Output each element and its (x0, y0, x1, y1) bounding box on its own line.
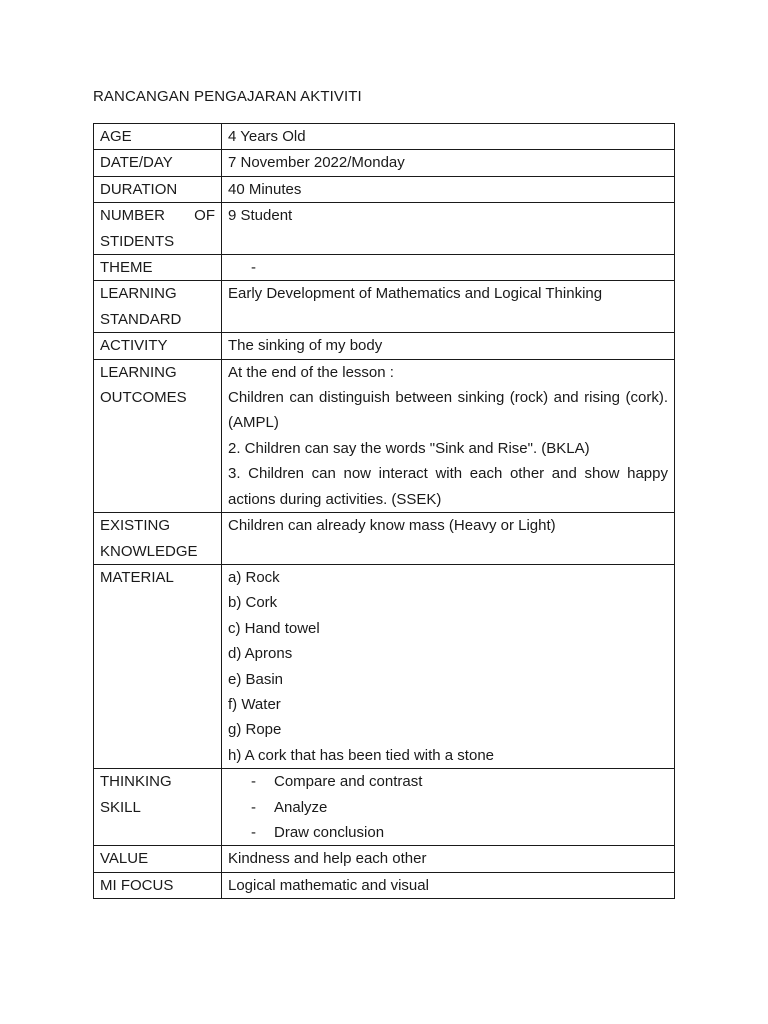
dash-bullet-icon: - (251, 823, 256, 841)
material-item: c) Hand towel (228, 619, 320, 637)
document-title: RANCANGAN PENGAJARAN AKTIVITI (93, 88, 362, 105)
existing-knowledge-label-2: KNOWLEDGE (100, 542, 198, 560)
table-row-duration (94, 176, 675, 202)
learning-outcome-item: 2. Children can say the words "Sink and Rise". (BKLA) (228, 439, 590, 457)
table-row-thinking-skill (94, 769, 675, 846)
age-label: AGE (94, 124, 222, 150)
existing-knowledge-label-1: EXISTING (100, 517, 171, 535)
students-value: 9 Student (222, 203, 675, 255)
thinking-skill-label-cell (94, 769, 222, 846)
learning-standard-label-2: STANDARD (100, 310, 182, 328)
thinking-skill-list (222, 769, 675, 846)
mi-focus-value: Logical mathematic and visual (222, 872, 675, 898)
thinking-skill-item: Draw conclusion (274, 823, 385, 841)
table-row-existing-knowledge (94, 513, 675, 565)
learning-outcomes-label-1: LEARNING (100, 363, 177, 381)
thinking-skill-item: Compare and contrast (274, 773, 423, 791)
theme-label: THEME (94, 255, 222, 281)
dash-bullet-icon: - (251, 773, 256, 791)
thinking-skill-label-1: THINKING (100, 773, 172, 791)
age-value: 4 Years Old (222, 124, 675, 150)
material-item: g) Rope (228, 721, 282, 739)
table-row-value (94, 846, 675, 872)
learning-standard-value: Early Development of Mathematics and Logical Thinking (222, 281, 675, 333)
table-row-mi-focus (94, 872, 675, 898)
date-label: DATE/DAY (94, 150, 222, 176)
material-item: d) Aprons (228, 645, 293, 663)
learning-standard-label-cell (94, 281, 222, 333)
mi-focus-label: MI FOCUS (94, 872, 222, 898)
material-item: e) Basin (228, 670, 284, 688)
thinking-skill-item: Analyze (274, 798, 328, 816)
learning-outcomes-label-cell (94, 359, 222, 512)
activity-label: ACTIVITY (94, 333, 222, 359)
table-row-learning-standard (94, 281, 675, 333)
dash-bullet-icon: - (251, 798, 256, 816)
theme-value: - (251, 259, 256, 277)
theme-value-cell (222, 255, 675, 281)
students-label-stidents: STIDENTS (100, 232, 175, 250)
material-item: h) A cork that has been tied with a stone (228, 746, 495, 764)
learning-standard-label-1: LEARNING (100, 285, 177, 303)
table-row-date (94, 150, 675, 176)
table-row-learning-outcomes (94, 359, 675, 512)
existing-knowledge-value: Children can already know mass (Heavy or Light) (222, 513, 675, 565)
lesson-plan-table (93, 123, 675, 899)
thinking-skill-label-2: SKILL (100, 798, 141, 816)
list-item (228, 820, 668, 845)
learning-outcomes-intro: At the end of the lesson : (228, 363, 394, 381)
students-label-of: OF (194, 207, 215, 225)
material-list (222, 564, 675, 768)
material-label: MATERIAL (94, 564, 222, 768)
students-label-line-1 (100, 203, 215, 228)
table-row-activity (94, 333, 675, 359)
learning-outcomes-label-2: OUTCOMES (100, 389, 187, 407)
students-label-number: NUMBER (100, 207, 166, 225)
date-value: 7 November 2022/Monday (222, 150, 675, 176)
duration-value: 40 Minutes (222, 176, 675, 202)
material-item: f) Water (228, 695, 281, 713)
material-item: a) Rock (228, 568, 280, 586)
students-label-cell (94, 203, 222, 255)
learning-outcomes-value-cell (222, 359, 675, 512)
table-row-students (94, 203, 675, 255)
list-item (228, 795, 668, 820)
activity-value: The sinking of my body (222, 333, 675, 359)
value-value: Kindness and help each other (222, 846, 675, 872)
list-item (228, 769, 668, 794)
learning-outcome-item: 3. Children can now interact with each other and show happy actions during activities. (SSEK) (228, 465, 668, 508)
duration-label: DURATION (94, 176, 222, 202)
table-row-theme (94, 255, 675, 281)
table-row-material (94, 564, 675, 768)
learning-outcome-item: Children can distinguish between sinking (rock) and rising (cork). (AMPL) (228, 389, 668, 432)
material-item: b) Cork (228, 594, 278, 612)
table-row-age (94, 124, 675, 150)
existing-knowledge-label-cell (94, 513, 222, 565)
value-label: VALUE (94, 846, 222, 872)
